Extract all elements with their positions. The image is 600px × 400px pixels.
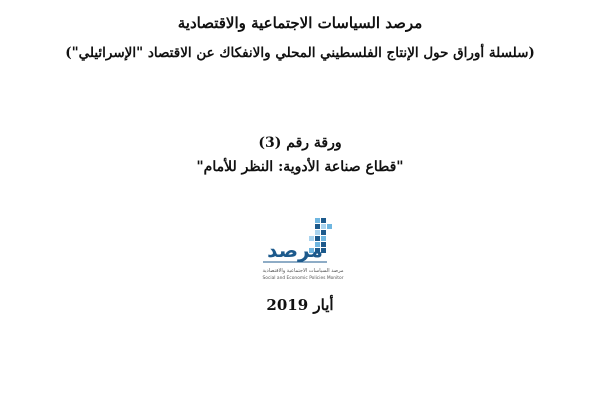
logo-subtitle-english: Social and Economic Policies Monitor [262, 276, 344, 281]
logo-subtitle-arabic: مرصد السياسات الاجتماعية والاقتصادية [262, 268, 344, 274]
paper-title: "قطاع صناعة الأدوية: النظر للأمام" [196, 159, 404, 175]
series-subtitle: (سلسلة أوراق حول الإنتاج الفلسطيني المحلي والانفكاك عن الاقتصاد "الإسرائيلي") [65, 45, 535, 61]
logo-graphic-icon [255, 212, 351, 268]
publication-date: أيار 2019 [266, 296, 334, 314]
paper-number: ورقة رقم (3) [258, 135, 342, 151]
logo-wordmark: مرصد [267, 238, 323, 262]
organization-title: مرصد السياسات الاجتماعية والاقتصادية [177, 14, 423, 32]
monitor-logo [255, 212, 351, 292]
